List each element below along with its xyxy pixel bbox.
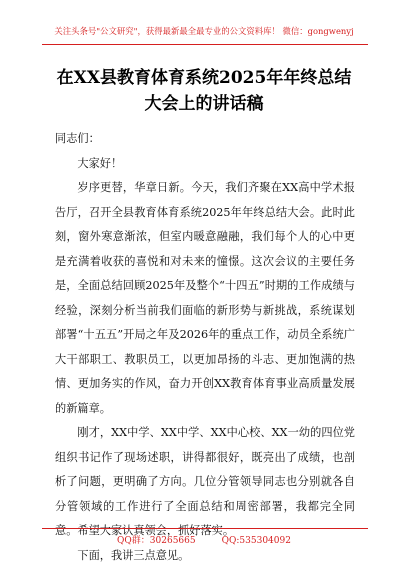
paragraph-greeting: 大家好！ xyxy=(77,156,123,170)
title-line-1: 在XX县教育体育系统2025年年终总结 xyxy=(56,68,352,88)
paragraph-transition: 下面，我讲三点意见。 xyxy=(77,548,190,562)
header-divider xyxy=(42,44,368,45)
footer-qq: QQ:535304092 xyxy=(221,536,291,546)
header-promo-note: 关注头条号"公文研究"，获得最新最全最专业的公文资料库！ 微信：gongwenyj xyxy=(54,26,354,36)
document-title xyxy=(0,65,408,117)
footer-qq-group: QQ群：30265665 xyxy=(117,536,196,546)
title-line-2: 大会上的讲话稿 xyxy=(144,94,264,114)
paragraph-reports: 刚才，XX中学、XX中学、XX中心校、XX一幼的四位党组织书记作了现场述职，讲得都很好，既亮出了成绩，也剖析了问题，更明确了方向。几位分管领导同志也分别就各自分管领域的工作进行了全面总结和周密部署，我都完全同意。希望大家认真领会，抓好落实。 xyxy=(55,426,355,537)
footer-divider xyxy=(42,528,368,529)
salutation: 同志们： xyxy=(55,132,100,145)
paragraph-opening: 岁序更替，华章日新。今天，我们齐聚在XX高中学术报告厅，召开全县教育体育系统2025年年终总结大会。此时此刻，窗外寒意渐浓，但室内暖意融融，我们每个人的心中更是充满着收获的喜悦和对未来的憧憬。这次会议的主要任务是，全面总结回顾2025年及整个“十四五”时期的工作成绩与经验，深刻分析当前我们面临的新形势与新挑战，系统谋划部署“十五五”开局之年及2026年的重点工作，动员全系统广大干部职工、教职员工，以更加昂扬的斗志、更加饱满的热情、更加务实的作风，奋力开创XX教育体育事业高质量发展的新篇章。 xyxy=(55,181,355,415)
footer-contact xyxy=(0,537,408,546)
document-body xyxy=(55,127,355,568)
